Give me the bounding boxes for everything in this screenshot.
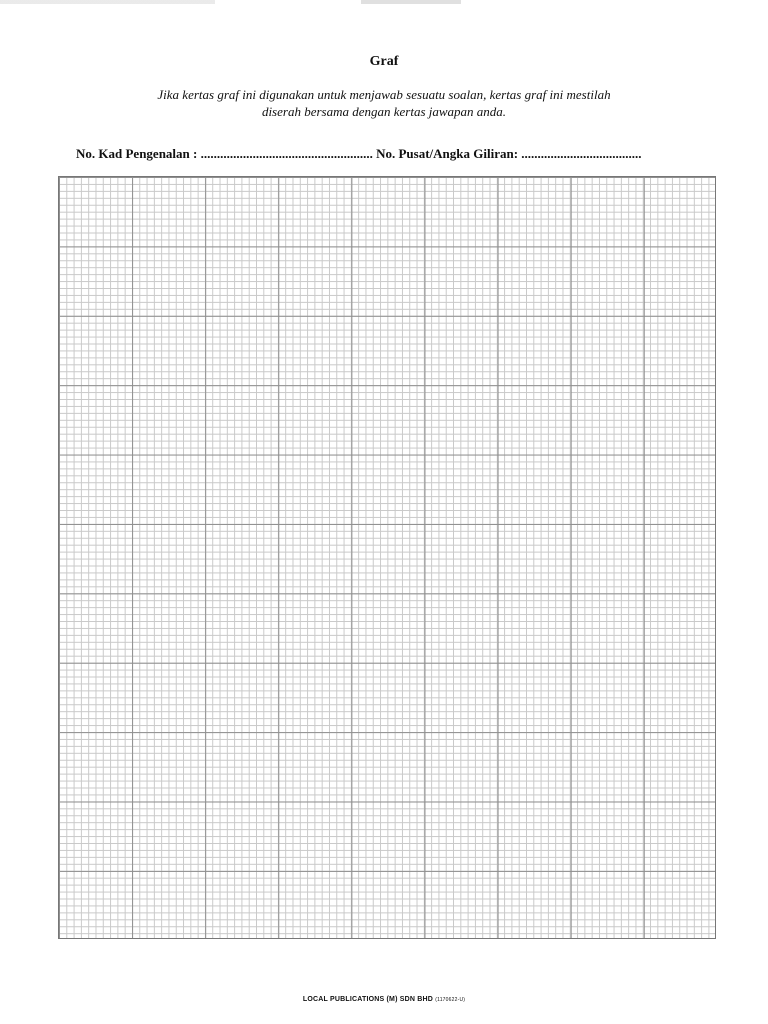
- graph-paper-grid[interactable]: [58, 176, 716, 939]
- instruction-text: [0, 86, 768, 120]
- publisher-footer: [0, 996, 768, 1003]
- instruction-line-2: diserah bersama dengan kertas jawapan anda.: [261, 104, 507, 119]
- publisher-code: (1170622-U): [435, 997, 466, 1003]
- publisher-name: LOCAL PUBLICATIONS (M) SDN BHD: [302, 996, 434, 1003]
- centre-number-label: No. Pusat/Angka Giliran:: [376, 146, 519, 161]
- page-title: Graf: [369, 54, 399, 69]
- scan-top-edge: [0, 0, 768, 4]
- candidate-fields: [76, 146, 716, 162]
- id-number-label: No. Kad Pengenalan :: [76, 146, 198, 161]
- centre-number-blank[interactable]: .....................................: [521, 146, 642, 161]
- instruction-line-1: Jika kertas graf ini digunakan untuk menjawab sesuatu soalan, kertas graf ini mestilah: [157, 87, 611, 102]
- id-number-blank[interactable]: .....................................................: [200, 146, 373, 161]
